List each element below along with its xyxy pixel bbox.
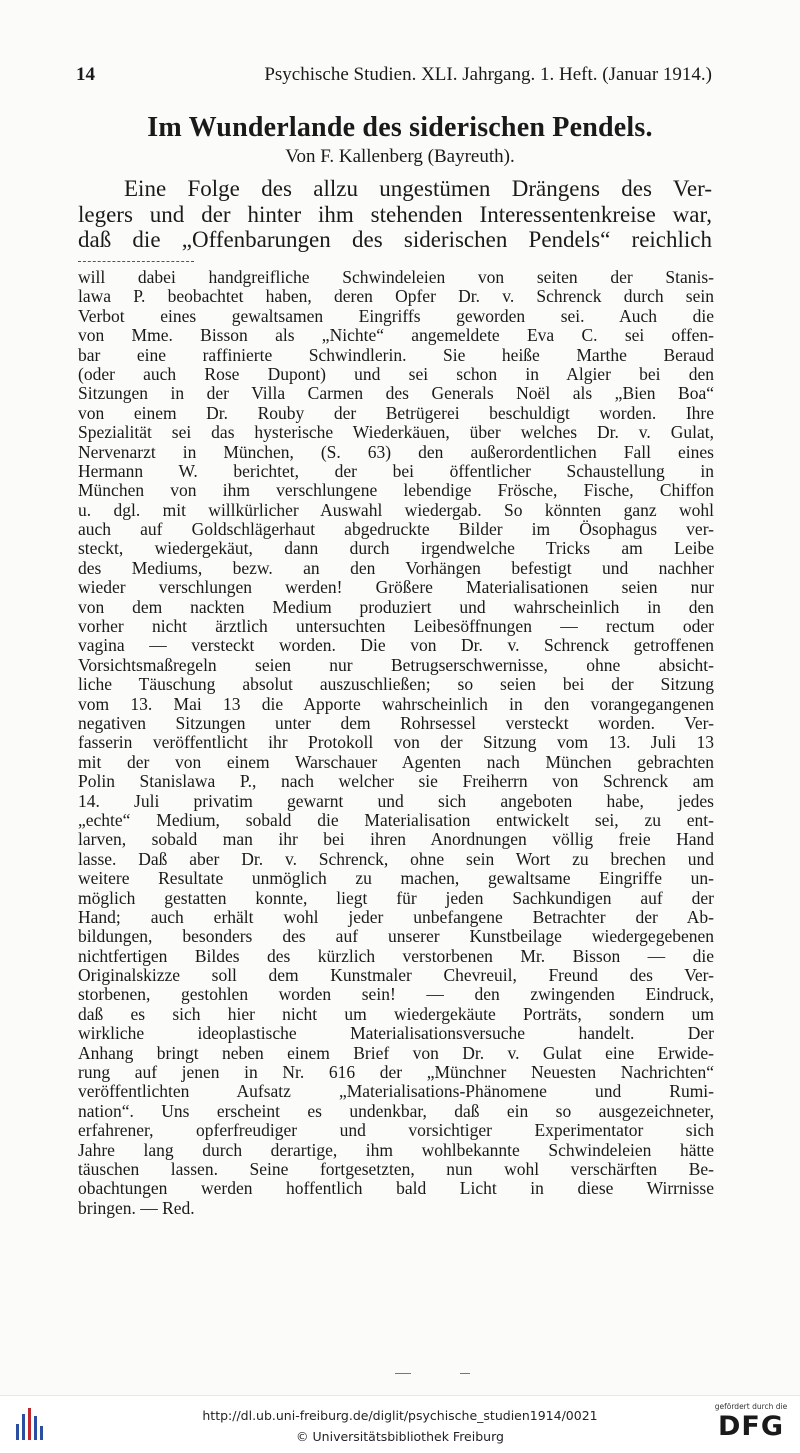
lead-line: daß die „Offenbarungen des siderischen Pendels“ reichlich	[78, 227, 712, 252]
note-line: vagina — versteckt worden. Die von Dr. v. Schrenck getroffenen	[78, 635, 714, 656]
lead-line: legers und der hinter ihm stehenden Interessentenkreise war,	[78, 201, 712, 227]
note-line: negativen Sitzungen unter dem Rohrsessel versteckt worden. Ver-	[78, 712, 714, 733]
running-title: Psychische Studien. XLI. Jahrgang. 1. Heft. (Januar 1914.)	[264, 64, 712, 85]
note-line: von einem Dr. Rouby der Betrügerei beschuldigt worden. Ihre	[78, 402, 714, 423]
article-title: Im Wunderlande des siderischen Pendels.	[147, 112, 653, 143]
note-line: Hermann W. berichtet, der bei öffentlicher Schaustellung in	[78, 460, 714, 481]
note-line: Spezialität sei das hysterische Wiederkäuen, über welches Dr. v. Gulat,	[78, 422, 714, 443]
note-line: fasserin veröffentlicht ihr Protokoll von der Sitzung vom 13. Juli 13	[78, 732, 714, 753]
note-line: vorher nicht ärztlich untersuchten Leibesöffnungen — rectum oder	[78, 616, 714, 637]
note-line: Polin Stanislawa P., nach welcher sie Freiherrn von Schrenck am	[78, 771, 714, 792]
note-line: von dem nackten Medium produziert und wahrscheinlich in den	[78, 596, 714, 617]
note-line: (oder auch Rose Dupont) und sei schon in Algier bei den	[78, 363, 714, 384]
dfg-logo-icon	[710, 1402, 792, 1448]
note-line: Anhang bringt neben einem Brief von Dr. v. Gulat eine Erwide-	[78, 1042, 714, 1063]
note-line: bildungen, besonders des auf unserer Kunstbeilage wiedergegebenen	[78, 926, 714, 947]
note-line: erfahrener, opferfreudiger und vorsichtiger Experimentator sich	[78, 1120, 714, 1141]
note-line: rung auf jenen in Nr. 616 der „Münchner Neuesten Nachrichten“	[78, 1062, 714, 1083]
note-line: nation“. Uns erscheint es undenkbar, daß ein so ausgezeichneter,	[78, 1100, 714, 1121]
article-byline: Von F. Kallenberg (Bayreuth).	[285, 146, 515, 167]
note-line: wieder verschlungen werden! Größere Materialisationen seien nur	[78, 577, 714, 598]
lead-paragraph	[78, 176, 712, 253]
page-edge-mark	[395, 1373, 411, 1374]
note-line: lasse. Daß aber Dr. v. Schrenck, ohne sein Wort zu brechen und	[78, 848, 714, 869]
note-line: Jahre lang durch derartige, ihm wohlbekannte Schwindeleien hätte	[78, 1139, 714, 1160]
note-line: vom 13. Mai 13 die Apporte wahrscheinlich in den vorangegangenen	[78, 693, 714, 714]
note-line: Verbot eines gewaltsamen Eingriffs geworden sei. Auch die	[78, 305, 714, 326]
note-line: Vorsichtsmaßregeln seien nur Betrugserschwernisse, ohne absicht-	[78, 654, 714, 675]
note-line: wirkliche ideoplastische Materialisationsversuche handelt. Der	[78, 1023, 714, 1044]
note-line: von Mme. Bisson als „Nichte“ angemeldete Eva C. sei offen-	[78, 325, 714, 346]
note-line: täuschen lassen. Seine fortgesetzten, nun wohl verschärften Be-	[78, 1158, 714, 1179]
note-line: Nervenarzt in München, (S. 63) den außerordentlichen Fall eines	[78, 441, 714, 462]
note-line: 14. Juli privatim gewarnt und sich angeboten habe, jedes	[78, 790, 714, 811]
note-line: möglich gestatten konnte, liegt für jeden Sachkundigen auf der	[78, 887, 714, 908]
note-line: „echte“ Medium, sobald die Materialisation entwickelt sei, zu ent-	[78, 809, 714, 830]
note-line: Originalskizze soll dem Kunstmaler Chevreuil, Freund des Ver-	[78, 965, 714, 986]
running-head	[76, 64, 712, 86]
note-line: weitere Resultate unmöglich zu machen, gewaltsame Eingriffe un-	[78, 868, 714, 889]
note-line: veröffentlichten Aufsatz „Materialisations-Phänomene und Rumi-	[78, 1081, 714, 1102]
permalink-url[interactable]: http://dl.ub.uni-freiburg.de/diglit/psychische_studien1914/0021	[202, 1408, 598, 1423]
note-line: larven, sobald man ihr bei ihren Anordnungen völlig freie Hand	[78, 829, 714, 850]
note-line: Sitzungen in der Villa Carmen des Generals Noël als „Bien Boa“	[78, 383, 714, 404]
copyright-notice: © Universitätsbibliothek Freiburg	[296, 1429, 504, 1444]
note-line: des Mediums, bezw. an den Vorhängen befestigt und nachher	[78, 557, 714, 578]
note-line: daß es sich hier nicht um wiedergekäute Porträts, sondern um	[78, 1003, 714, 1024]
note-paragraph	[78, 268, 714, 1218]
note-line: u. dgl. mit willkürlicher Auswahl wiedergab. So könnten ganz wohl	[78, 499, 714, 520]
note-line: will dabei handgreifliche Schwindeleien von seiten der Stanis-	[78, 267, 714, 287]
note-line: liche Täuschung absolut auszuschließen; so seien bei der Sitzung	[78, 674, 714, 695]
note-line: mit der von einem Warschauer Agenten nach München gebrachten	[78, 751, 714, 772]
page-edge-mark	[460, 1373, 470, 1374]
note-line: bar eine raffinierte Schwindlerin. Sie heiße Marthe Beraud	[78, 344, 714, 365]
footnote-divider	[78, 261, 194, 264]
note-line: auch auf Goldschlägerhaut abgedruckte Bilder im Ösophagus ver-	[78, 519, 714, 540]
dfg-tagline: gefördert durch die	[714, 1402, 788, 1411]
note-line: obachtungen werden hoffentlich bald Licht in diese Wirrnisse	[78, 1178, 714, 1199]
page-number: 14	[76, 64, 95, 85]
note-line: lawa P. beobachtet haben, deren Opfer Dr. v. Schrenck durch sein	[78, 286, 714, 307]
note-line: Hand; auch erhält wohl jeder unbefangene Betrachter der Ab-	[78, 906, 714, 927]
viewer-footer	[0, 1395, 800, 1453]
note-line: München von ihm verschlungene lebendige Frösche, Fische, Chiffon	[78, 480, 714, 501]
note-line: nichtfertigen Bildes des kürzlich verstorbenen Mr. Bisson — die	[78, 945, 714, 966]
note-line: storbenen, gestohlen worden sein! — den zwingenden Eindruck,	[78, 984, 714, 1005]
dfg-name: DFG	[717, 1411, 785, 1442]
note-line: steckt, wiedergekäut, dann durch irgendwelche Tricks am Leibe	[78, 538, 714, 559]
note-line: bringen. — Red.	[78, 1197, 195, 1218]
lead-line: Eine Folge des allzu ungestümen Drängens des Ver-	[124, 176, 712, 201]
